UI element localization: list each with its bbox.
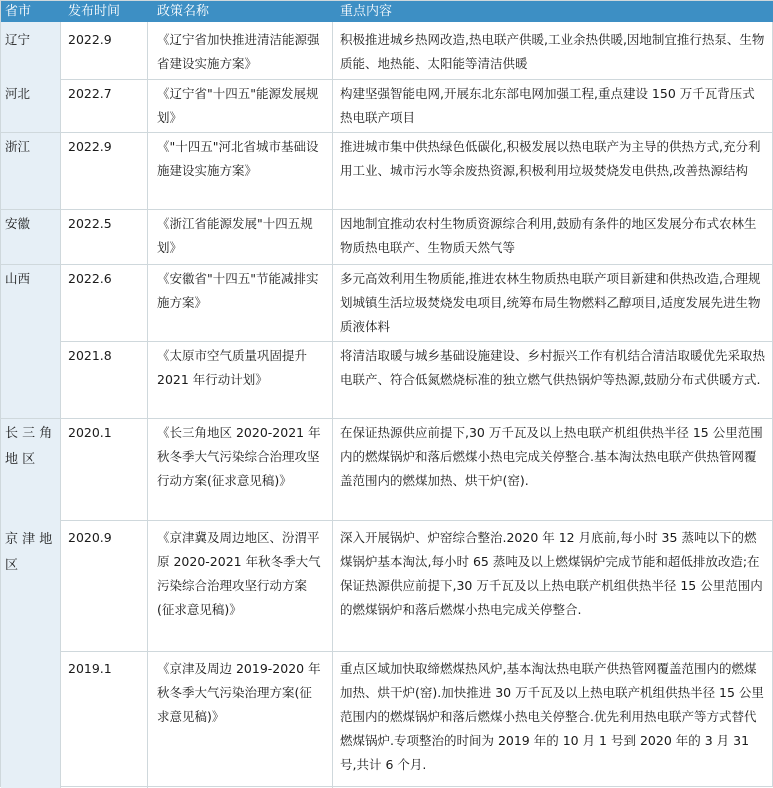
row-date: 2022.5 [68, 216, 112, 231]
row-divider [60, 341, 772, 342]
province-yangtze-delta: 长 三 角 地 区 [5, 426, 53, 467]
header-policy: 政策名称 [147, 1, 332, 22]
province-shanxi: 山西 [5, 271, 31, 286]
row-date: 2022.9 [68, 32, 112, 47]
row-divider [1, 418, 772, 419]
row-policy-name: 《京津及周边 2019-2020 年秋冬季大气污染治理方案(征求意见稿)》 [157, 661, 321, 724]
row-key-content: 多元高效利用生物质能,推进农林生物质热电联产项目新建和供热改造,合理规划城镇生活垃圾焚烧发电项目,统筹布局生物燃料乙醇项目,适度发展先进生物质液体料 [340, 271, 761, 334]
row-divider [60, 79, 772, 80]
row-divider [1, 132, 772, 133]
row-date: 2022.6 [68, 271, 112, 286]
row-key-content: 因地制宜推动农村生物质资源综合利用,鼓励有条件的地区发展分布式农林生物质热电联产、生物质天然气等 [340, 216, 757, 255]
row-key-content: 推进城市集中供热绿色低碳化,积极发展以热电联产为主导的供热方式,充分利用工业、城市污水等余废热资源,积极利用垃圾焚烧发电供热,改善热源结构 [340, 139, 761, 178]
header-province: 省市 [1, 1, 60, 22]
province-hebei: 河北 [5, 86, 31, 101]
row-key-content: 构建坚强智能电网,开展东北东部电网加强工程,重点建设 150 万千瓦背压式热电联产项目 [340, 86, 755, 125]
row-divider [1, 209, 772, 210]
province-liaoning: 辽宁 [5, 32, 31, 47]
row-date: 2021.8 [68, 348, 112, 363]
row-policy-name: 《浙江省能源发展"十四五规划》 [157, 216, 313, 255]
row-key-content: 重点区域加快取缔燃煤热风炉,基本淘汰热电联产供热管网覆盖范围内的燃煤加热、烘干炉(窑).加快推进 30 万千瓦及以上热电联产机组供热半径 15 公里范围内的燃煤锅炉和落后燃煤小热电关停整合.优先利用热电联产等方式替代燃煤锅炉.专项整治的时间为 2019 年的 10 月 1 号到 2020 年的 3 月 31 号,共计 6 个月. [340, 661, 764, 772]
row-policy-name: 《京津冀及周边地区、汾渭平原 2020-2021 年秋冬季大气污染综合治理攻坚行动方案(征求意见稿)》 [157, 530, 321, 617]
row-date: 2022.9 [68, 139, 112, 154]
row-date: 2022.7 [68, 86, 112, 101]
row-policy-name: 《辽宁省加快推进清洁能源强省建设实施方案》 [157, 32, 320, 71]
row-key-content: 深入开展锅炉、炉窑综合整治.2020 年 12 月底前,每小时 35 蒸吨以下的燃煤锅炉基本淘汰,每小时 65 蒸吨及以上燃煤锅炉完成节能和超低排放改造;在保证热源供应前提下,30 万千瓦及以上热电联产机组供热半径 15 公里范围内的燃煤锅炉和落后燃煤小热电完成关停整合. [340, 530, 763, 617]
row-key-content: 将清洁取暖与城乡基础设施建设、乡村振兴工作有机结合清洁取暖优先采取热电联产、符合低氮燃烧标准的独立燃气供热锅炉等热源,鼓励分布式供暖方式. [340, 348, 766, 387]
row-policy-name: 《太原市空气质量巩固提升 2021 年行动计划》 [157, 348, 308, 387]
province-anhui: 安徽 [5, 216, 31, 231]
row-policy-name: 《"十四五"河北省城市基础设施建设实施方案》 [157, 139, 319, 178]
header-date: 发布时间 [60, 1, 147, 22]
province-zhejiang: 浙江 [5, 139, 31, 154]
row-divider [60, 520, 772, 521]
row-policy-name: 《长三角地区 2020-2021 年秋冬季大气污染综合治理攻坚行动方案(征求意见稿)》 [157, 425, 321, 488]
row-date: 2020.9 [68, 530, 112, 545]
row-date: 2019.1 [68, 661, 112, 676]
row-key-content: 在保证热源供应前提下,30 万千瓦及以上热电联产机组供热半径 15 公里范围内的燃煤锅炉和落后燃煤小热电完成关停整合.基本淘汰热电联产供热管网覆盖范围内的燃煤加热、烘干炉(窑). [340, 425, 763, 488]
province-jingjin: 京 津 地区 [5, 532, 53, 573]
header-key-content: 重点内容 [332, 1, 773, 22]
row-policy-name: 《辽宁省"十四五"能源发展规划》 [157, 86, 319, 125]
row-divider [1, 264, 772, 265]
row-date: 2020.1 [68, 425, 112, 440]
row-key-content: 积极推进城乡热网改造,热电联产供暖,工业余热供暖,因地制宜推行热泵、生物质能、地热能、太阳能等清洁供暖 [340, 32, 765, 71]
row-policy-name: 《安徽省"十四五"节能减排实施方案》 [157, 271, 319, 310]
row-divider [60, 651, 772, 652]
